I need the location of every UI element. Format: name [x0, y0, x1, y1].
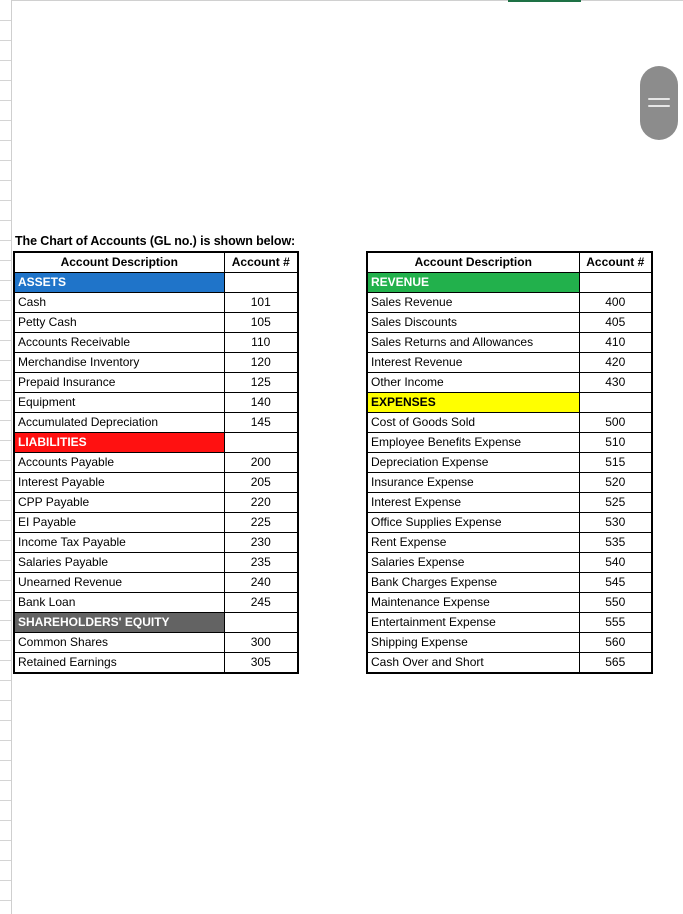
account-name-cell[interactable]: Entertainment Expense: [367, 613, 579, 633]
account-name-cell[interactable]: Cash Over and Short: [367, 653, 579, 674]
table-row: [367, 373, 652, 393]
table-row: [367, 313, 652, 333]
account-name-cell[interactable]: Petty Cash: [14, 313, 224, 333]
account-name-cell[interactable]: Equipment: [14, 393, 224, 413]
table-row: [14, 413, 298, 433]
table-row: [14, 513, 298, 533]
account-number-cell[interactable]: 545: [579, 573, 652, 593]
account-name-cell[interactable]: EI Payable: [14, 513, 224, 533]
account-number-cell[interactable]: 300: [224, 633, 298, 653]
table-row: [14, 313, 298, 333]
account-description-header[interactable]: Account Description: [14, 252, 224, 273]
account-name-cell[interactable]: Interest Revenue: [367, 353, 579, 373]
table-row: [367, 653, 652, 674]
account-number-cell[interactable]: 420: [579, 353, 652, 373]
section-row: [14, 613, 298, 633]
account-name-cell[interactable]: Maintenance Expense: [367, 593, 579, 613]
table-row: [14, 293, 298, 313]
section-label-cell[interactable]: EXPENSES: [367, 393, 579, 413]
table-row: [367, 333, 652, 353]
table-row: [14, 493, 298, 513]
account-number-cell[interactable]: 525: [579, 493, 652, 513]
row-header-strip[interactable]: [0, 0, 12, 914]
account-name-cell[interactable]: Employee Benefits Expense: [367, 433, 579, 453]
account-name-cell[interactable]: Other Income: [367, 373, 579, 393]
account-name-cell[interactable]: Salaries Expense: [367, 553, 579, 573]
empty-number-cell[interactable]: [579, 273, 652, 293]
account-number-cell[interactable]: 200: [224, 453, 298, 473]
table-row: [14, 473, 298, 493]
section-row: [367, 393, 652, 413]
section-row: [14, 273, 298, 293]
table-row: [14, 373, 298, 393]
account-number-cell[interactable]: 230: [224, 533, 298, 553]
empty-number-cell[interactable]: [224, 433, 298, 453]
account-number-cell[interactable]: 120: [224, 353, 298, 373]
table-row: [367, 293, 652, 313]
section-label-cell[interactable]: LIABILITIES: [14, 433, 224, 453]
account-name-cell[interactable]: Prepaid Insurance: [14, 373, 224, 393]
table-row: [367, 433, 652, 453]
account-number-cell[interactable]: 220: [224, 493, 298, 513]
active-column-indicator: [508, 0, 581, 2]
account-name-cell[interactable]: Sales Revenue: [367, 293, 579, 313]
table-row: [367, 413, 652, 433]
table-row: [367, 473, 652, 493]
account-number-cell[interactable]: 305: [224, 653, 298, 674]
account-number-cell[interactable]: 240: [224, 573, 298, 593]
section-label-cell[interactable]: SHAREHOLDERS' EQUITY: [14, 613, 224, 633]
account-number-cell[interactable]: 245: [224, 593, 298, 613]
account-number-cell[interactable]: 565: [579, 653, 652, 674]
table-row: [367, 633, 652, 653]
account-number-cell[interactable]: 410: [579, 333, 652, 353]
empty-number-cell[interactable]: [224, 613, 298, 633]
table-row: [14, 593, 298, 613]
empty-number-cell[interactable]: [224, 273, 298, 293]
table-row: [14, 393, 298, 413]
account-number-cell[interactable]: 205: [224, 473, 298, 493]
table-row: [14, 653, 298, 674]
account-name-cell[interactable]: Bank Charges Expense: [367, 573, 579, 593]
account-name-cell[interactable]: Common Shares: [14, 633, 224, 653]
account-number-cell[interactable]: 101: [224, 293, 298, 313]
account-number-cell[interactable]: 515: [579, 453, 652, 473]
account-number-cell[interactable]: 540: [579, 553, 652, 573]
table-row: [367, 593, 652, 613]
table-row: [14, 573, 298, 593]
empty-number-cell[interactable]: [579, 393, 652, 413]
chart-of-accounts-title: The Chart of Accounts (GL no.) is shown below:: [15, 234, 296, 248]
account-number-cell[interactable]: 405: [579, 313, 652, 333]
table-row: [367, 613, 652, 633]
account-number-cell[interactable]: 530: [579, 513, 652, 533]
account-name-cell[interactable]: Cash: [14, 293, 224, 313]
table-row: [367, 493, 652, 513]
table-row: [14, 453, 298, 473]
account-name-cell[interactable]: Accounts Payable: [14, 453, 224, 473]
account-name-cell[interactable]: Insurance Expense: [367, 473, 579, 493]
section-row: [367, 273, 652, 293]
account-number-cell[interactable]: 510: [579, 433, 652, 453]
table-row: [367, 513, 652, 533]
account-number-cell[interactable]: 560: [579, 633, 652, 653]
account-number-cell[interactable]: 500: [579, 413, 652, 433]
account-name-cell[interactable]: Sales Returns and Allowances: [367, 333, 579, 353]
scroll-handle[interactable]: [640, 66, 678, 140]
account-number-cell[interactable]: 235: [224, 553, 298, 573]
table-row: [367, 573, 652, 593]
grip-line-icon: [648, 98, 670, 100]
account-description-header[interactable]: Account Description: [367, 252, 579, 273]
account-name-cell[interactable]: Interest Payable: [14, 473, 224, 493]
account-number-header[interactable]: Account #: [224, 252, 298, 273]
table-row: [14, 553, 298, 573]
income-statement-accounts-table: [366, 251, 653, 674]
account-number-cell[interactable]: 105: [224, 313, 298, 333]
table-row: [367, 353, 652, 373]
account-number-cell[interactable]: 430: [579, 373, 652, 393]
table-row: [14, 353, 298, 373]
table-row: [14, 333, 298, 353]
account-name-cell[interactable]: Accumulated Depreciation: [14, 413, 224, 433]
account-name-cell[interactable]: Depreciation Expense: [367, 453, 579, 473]
account-number-cell[interactable]: 110: [224, 333, 298, 353]
account-name-cell[interactable]: Retained Earnings: [14, 653, 224, 674]
balance-sheet-accounts-table: [13, 251, 299, 674]
table-header-row: [14, 252, 298, 273]
section-row: [14, 433, 298, 453]
section-label-cell[interactable]: ASSETS: [14, 273, 224, 293]
account-name-cell[interactable]: Salaries Payable: [14, 553, 224, 573]
account-name-cell[interactable]: Interest Expense: [367, 493, 579, 513]
account-name-cell[interactable]: Cost of Goods Sold: [367, 413, 579, 433]
account-name-cell[interactable]: Bank Loan: [14, 593, 224, 613]
account-name-cell[interactable]: Shipping Expense: [367, 633, 579, 653]
table-row: [367, 533, 652, 553]
account-name-cell[interactable]: Merchandise Inventory: [14, 353, 224, 373]
account-number-cell[interactable]: 550: [579, 593, 652, 613]
account-name-cell[interactable]: Office Supplies Expense: [367, 513, 579, 533]
table-row: [14, 633, 298, 653]
table-header-row: [367, 252, 652, 273]
account-name-cell[interactable]: Accounts Receivable: [14, 333, 224, 353]
account-name-cell[interactable]: Rent Expense: [367, 533, 579, 553]
account-number-header[interactable]: Account #: [579, 252, 652, 273]
account-number-cell[interactable]: 400: [579, 293, 652, 313]
account-number-cell[interactable]: 555: [579, 613, 652, 633]
table-row: [14, 533, 298, 553]
account-number-cell[interactable]: 520: [579, 473, 652, 493]
account-number-cell[interactable]: 140: [224, 393, 298, 413]
account-number-cell[interactable]: 535: [579, 533, 652, 553]
account-number-cell[interactable]: 225: [224, 513, 298, 533]
account-name-cell[interactable]: CPP Payable: [14, 493, 224, 513]
account-name-cell[interactable]: Income Tax Payable: [14, 533, 224, 553]
table-row: [367, 553, 652, 573]
account-name-cell[interactable]: Unearned Revenue: [14, 573, 224, 593]
account-number-cell[interactable]: 125: [224, 373, 298, 393]
table-row: [367, 453, 652, 473]
section-label-cell[interactable]: REVENUE: [367, 273, 579, 293]
grip-line-icon: [648, 105, 670, 107]
account-name-cell[interactable]: Sales Discounts: [367, 313, 579, 333]
account-number-cell[interactable]: 145: [224, 413, 298, 433]
